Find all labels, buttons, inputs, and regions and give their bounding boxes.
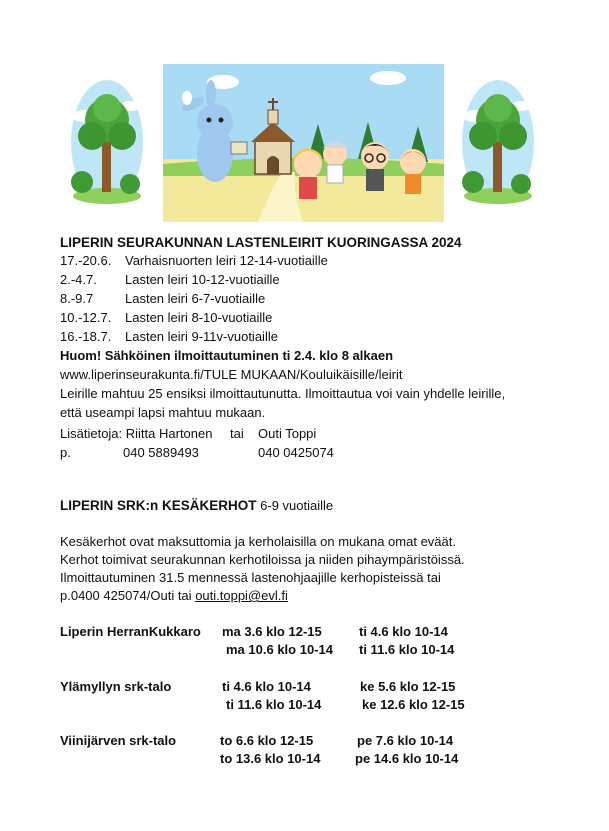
camp-dates: 16.-18.7. [60,329,112,344]
phone2: 040 0425074 [258,445,334,460]
schedule-slot: ti 11.6 klo 10-14 [359,642,455,657]
schedule-slot: to 13.6 klo 10-14 [220,751,321,766]
clubs-para-line4 [60,586,288,605]
contacts-label: Lisätietoja: Riitta Hartonen [60,426,213,441]
left-tree-illustration [62,78,152,206]
clubs-para-line2: Kerhot toimivat seurakunnan kerhotiloissa ja niiden pihaympäristöissä. [60,552,465,567]
camps-info-line1: Leirille mahtuu 25 ensiksi ilmoittautunutta. Ilmoittautua voi vain yhdelle leirille, [60,386,506,401]
registration-notice: Huom! Sähköinen ilmoittautuminen ti 2.4. klo 8 alkaen [60,348,394,363]
camp-dates: 8.-9.7 [60,291,94,306]
camp-name: Lasten leiri 8-10-vuotiaille [125,310,273,325]
camp-name: Varhaisnuorten leiri 12-14-vuotiaille [125,253,328,268]
schedule-slot: ke 12.6 klo 12-15 [362,697,465,712]
phone1: 040 5889493 [123,445,199,460]
location-name: Viinijärven srk-talo [60,733,177,748]
camp-name: Lasten leiri 9-11v-vuotiaille [125,329,278,344]
contact2-name: Outi Toppi [258,426,317,441]
camp-name: Lasten leiri 6-7-vuotiaille [125,291,266,306]
schedule-slot: to 6.6 klo 12-15 [220,733,314,748]
location-name: Ylämyllyn srk-talo [60,679,172,694]
clubs-phone-text: p.0400 425074/Outi tai [60,588,192,603]
schedule-slot: pe 7.6 klo 10-14 [357,733,454,748]
camp-illustration [163,64,444,222]
schedule-slot: ke 5.6 klo 12-15 [360,679,456,694]
location-name: Liperin HerranKukkaro [60,624,201,639]
schedule-slot: pe 14.6 klo 10-14 [355,751,459,766]
clubs-title-bold: LIPERIN SRK:n KESÄKERHOT [60,498,257,513]
camp-name: Lasten leiri 10-12-vuotiaille [125,272,280,287]
right-tree-illustration [453,78,543,206]
schedule-slot: ti 4.6 klo 10-14 [222,679,311,694]
phone-label: p. [60,445,71,460]
camp-dates: 10.-12.7. [60,310,112,325]
camps-title: LIPERIN SEURAKUNNAN LASTENLEIRIT KUORINGASSA 2024 [60,235,462,250]
clubs-title [60,496,333,515]
contacts-or: tai [230,426,244,441]
camp-dates: 17.-20.6. [60,253,112,268]
camps-url[interactable]: www.liperinseurakunta.fi/TULE MUKAAN/Kouluikäisille/leirit [60,367,403,382]
clubs-title-rest: 6-9 vuotiaille [260,498,334,513]
schedule-slot: ma 3.6 klo 12-15 [222,624,322,639]
camp-dates: 2.-4.7. [60,272,97,287]
schedule-slot: ma 10.6 klo 10-14 [226,642,333,657]
schedule-slot: ti 4.6 klo 10-14 [359,624,448,639]
camps-info-line2: että useampi lapsi mahtuu mukaan. [60,405,266,420]
email-link[interactable]: outi.toppi@evl.fi [195,588,288,603]
schedule-slot: ti 11.6 klo 10-14 [226,697,322,712]
clubs-para-line1: Kesäkerhot ovat maksuttomia ja kerholaisilla on mukana omat eväät. [60,534,456,549]
clubs-para-line3: Ilmoittautuminen 31.5 mennessä lastenohjaajille kerhopisteissä tai [60,570,441,585]
